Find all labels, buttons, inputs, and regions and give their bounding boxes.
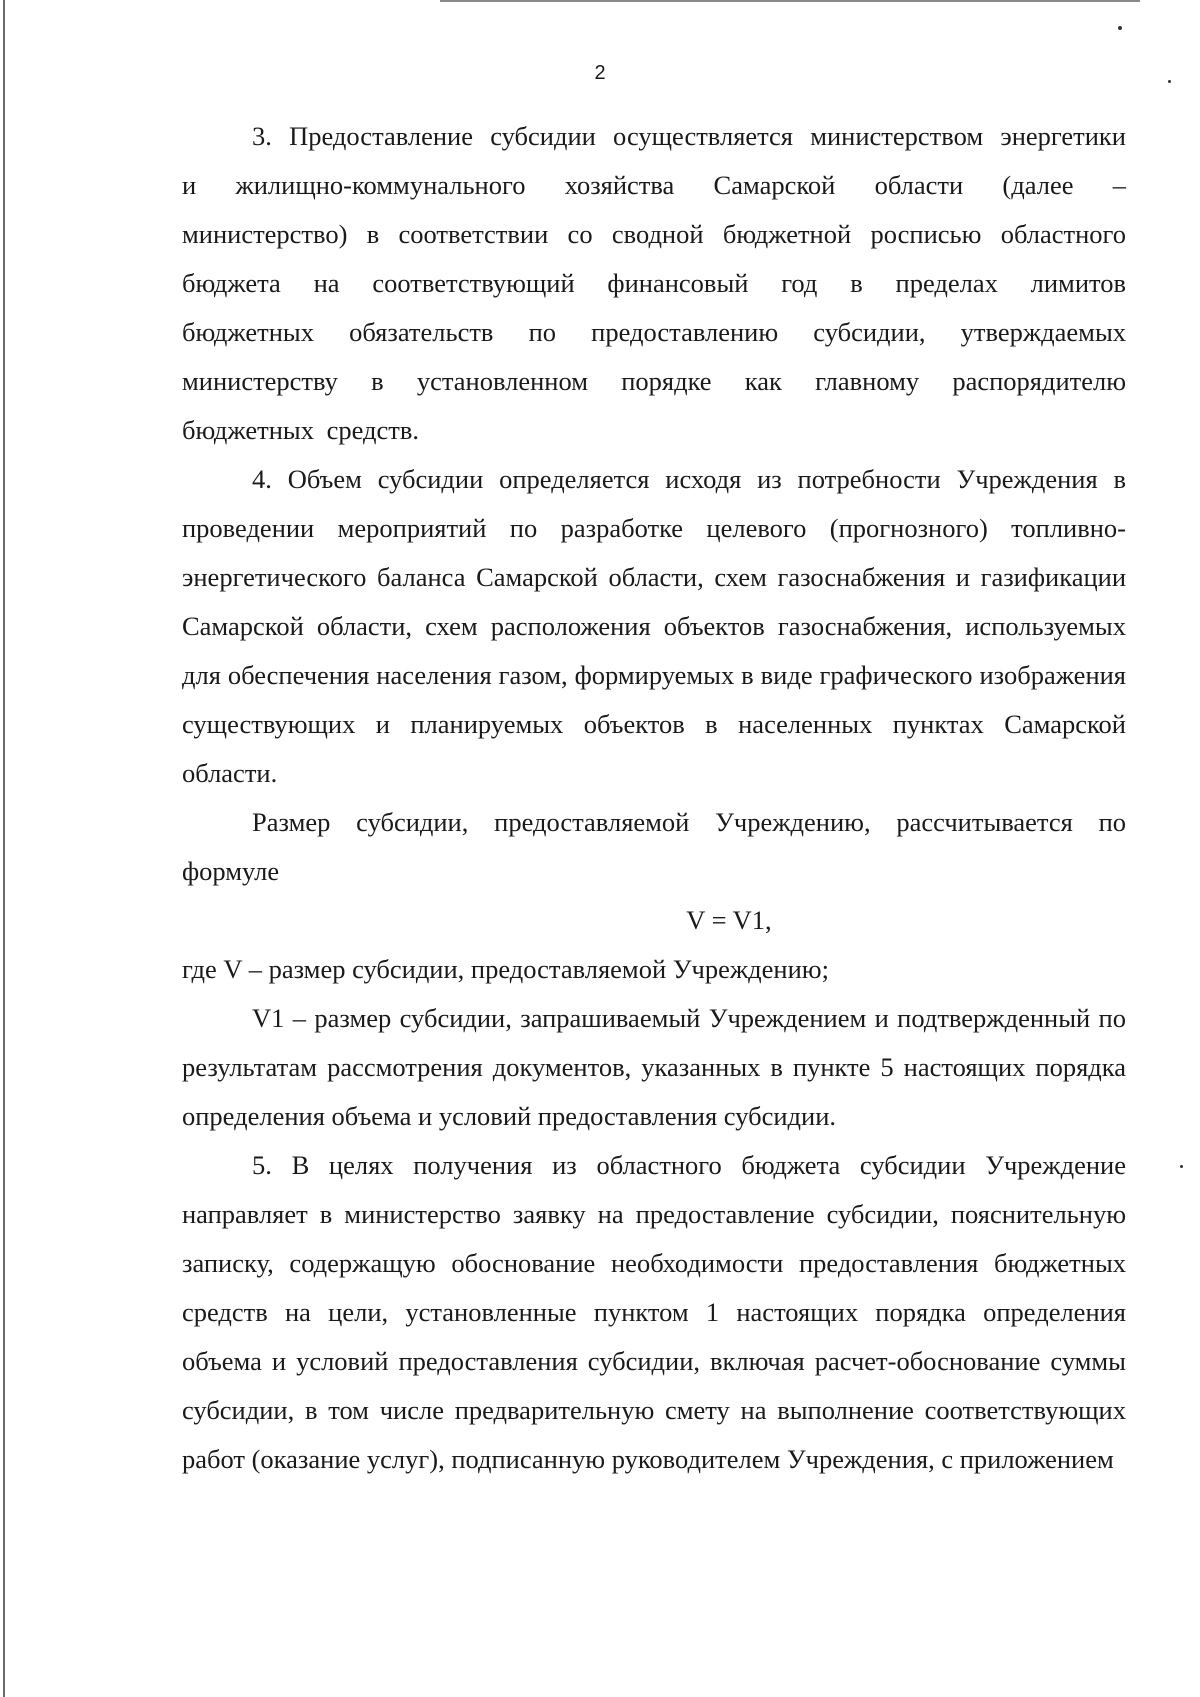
scan-edge-left (3, 0, 5, 1697)
scan-edge-top (440, 0, 1140, 2)
document-body (182, 112, 1126, 1484)
paragraph-5: 5. В целях получения из областного бюджета субсидии Учреждение направляет в министерство заявку на предоставление субсидии, пояснительную записку, содержащую обоснование необходимости предоставления бюджетных средств на цели, установленные пунктом 1 настоящих порядка определения объема и условий предоставления субсидии, включая расчет-обоснование суммы субсидии, в том числе предварительную смету на выполнение соответствующих работ (оказание услуг), подписанную руководителем Учреждения, с приложением (182, 1150, 1126, 1474)
scan-speck (1118, 26, 1122, 30)
formula: V = V1, (686, 905, 772, 935)
formula-definition-v1: V1 – размер субсидии, запрашиваемый Учреждением и подтвержденный по результатам рассмотрения документов, указанных в пункте 5 настоящих порядка определения объема и условий предоставления субсидии. (182, 1003, 1126, 1131)
formula-definition-v: где V – размер субсидии, предоставляемой Учреждению; (182, 954, 829, 984)
paragraph-3: 3. Предоставление субсидии осуществляется министерством энергетики и жилищно-коммунального хозяйства Самарской области (далее – министерство) в соответствии со сводной бюджетной росписью областного бюджета на соответствующий финансовый год в пределах лимитов бюджетных обязательств по предоставлению субсидии, утверждаемых министерству в установленном порядке как главному распорядителю бюджетных средств. (182, 121, 1126, 445)
paragraph-formula-intro: Размер субсидии, предоставляемой Учреждению, рассчитывается по формуле (182, 807, 1126, 886)
scan-speck (1180, 1165, 1183, 1168)
page-number: 2 (594, 62, 606, 84)
paragraph-4: 4. Объем субсидии определяется исходя из потребности Учреждения в проведении мероприятий по разработке целевого (прогнозного) топливно-энергетического баланса Самарской области, схем газоснабжения и газификации Самарской области, схем расположения объектов газоснабжения, используемых для обеспечения населения газом, формируемых в виде графического изображения существующих и планируемых объектов в населенных пунктах Самарской области. (182, 464, 1126, 788)
